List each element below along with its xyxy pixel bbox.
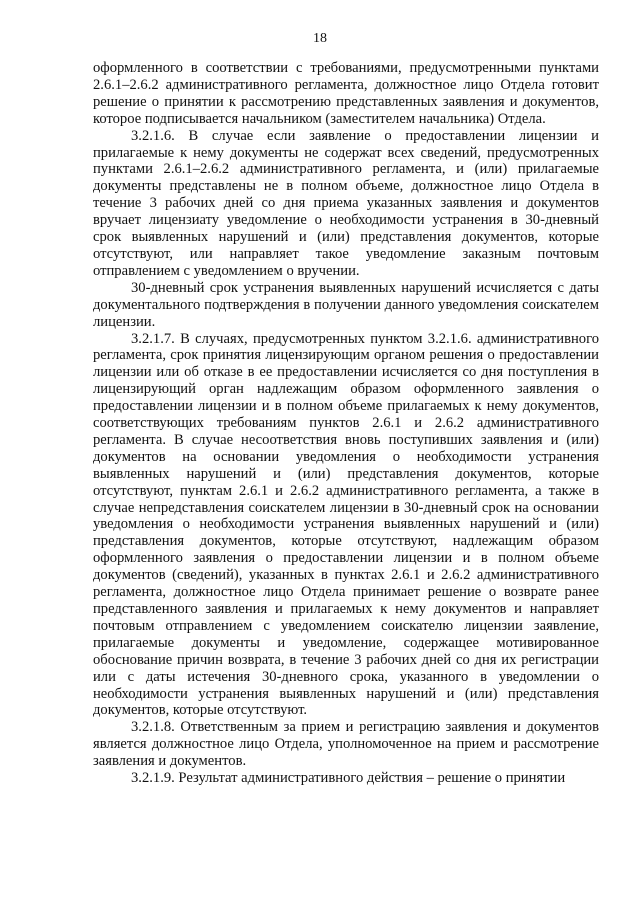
paragraph-continuation: оформленного в соответствии с требованиями, предусмотренными пунктами 2.6.1–2.6.2 административного регламента, должностное лицо Отдела готовит решение о принятии к рассмотрению представленных заявления и документов, которое подписывается начальником (заместителем начальника) Отдела.	[93, 60, 599, 127]
paragraph-3-2-1-8: 3.2.1.8. Ответственным за прием и регистрацию заявления и документов является должностное лицо Отдела, уполномоченное на прием и рассмотрение заявления и документов.	[93, 719, 599, 770]
document-body	[93, 60, 599, 787]
paragraph-3-2-1-7: 3.2.1.7. В случаях, предусмотренных пунктом 3.2.1.6. административного регламента, срок принятия лицензирующим органом решения о предоставлении лицензии или об отказе в ее предоставлении исчисляется со дня поступления в лицензирующий орган надлежащим образом оформленного заявления о предоставлении лицензии и в полном объеме прилагаемых к нему документов, соответствующих требованиям пунктов 2.6.1 и 2.6.2 административного регламента. В случае несоответствия вновь поступивших заявления и (или) документов на основании уведомления о необходимости устранения выявленных нарушений и (или) представления документов, которые отсутствуют, пунктам 2.6.1 и 2.6.2 административного регламента, а также в случае непредставления соискателем лицензии в 30-дневный срок на основании уведомления о необходимости устранения выявленных нарушений и (или) представления документов, которые отсутствуют, надлежащим образом оформленного заявления о предоставлении лицензии и в полном объеме документов (сведений), указанных в пунктах 2.6.1 и 2.6.2 административного регламента, должностное лицо Отдела принимает решение о возврате ранее представленного заявления и прилагаемых к нему документов и направляет почтовым отправлением с уведомлением соискателю лицензии заявление, прилагаемые документы и уведомление, содержащее мотивированное обоснование причин возврата, в течение 3 рабочих дней со дня их регистрации или с даты истечения 30-дневного срока, указанного в уведомлении о необходимости устранения выявленных нарушений и (или) представления документов, которые отсутствуют.	[93, 330, 599, 719]
paragraph-3-2-1-9: 3.2.1.9. Результат административного действия – решение о принятии	[131, 770, 566, 787]
paragraph-30-day-term: 30-дневный срок устранения выявленных нарушений исчисляется с даты документального подтверждения в получении данного уведомления соискателем лицензии.	[93, 279, 599, 330]
page-number: 18	[313, 31, 327, 46]
paragraph-3-2-1-6: 3.2.1.6. В случае если заявление о предоставлении лицензии и прилагаемые к нему документы не содержат всех сведений, предусмотренных пунктами 2.6.1–2.6.2 административного регламента, и (или) прилагаемые документы представлены не в полном объеме, должностное лицо Отдела в течение 3 рабочих дней со дня приема указанных заявления и документов вручает лицензиату уведомление о необходимости устранения в 30-дневный срок выявленных нарушений и (или) представления документов, которые отсутствуют, или направляет такое уведомление заказным почтовым отправлением с уведомлением о вручении.	[93, 127, 599, 279]
